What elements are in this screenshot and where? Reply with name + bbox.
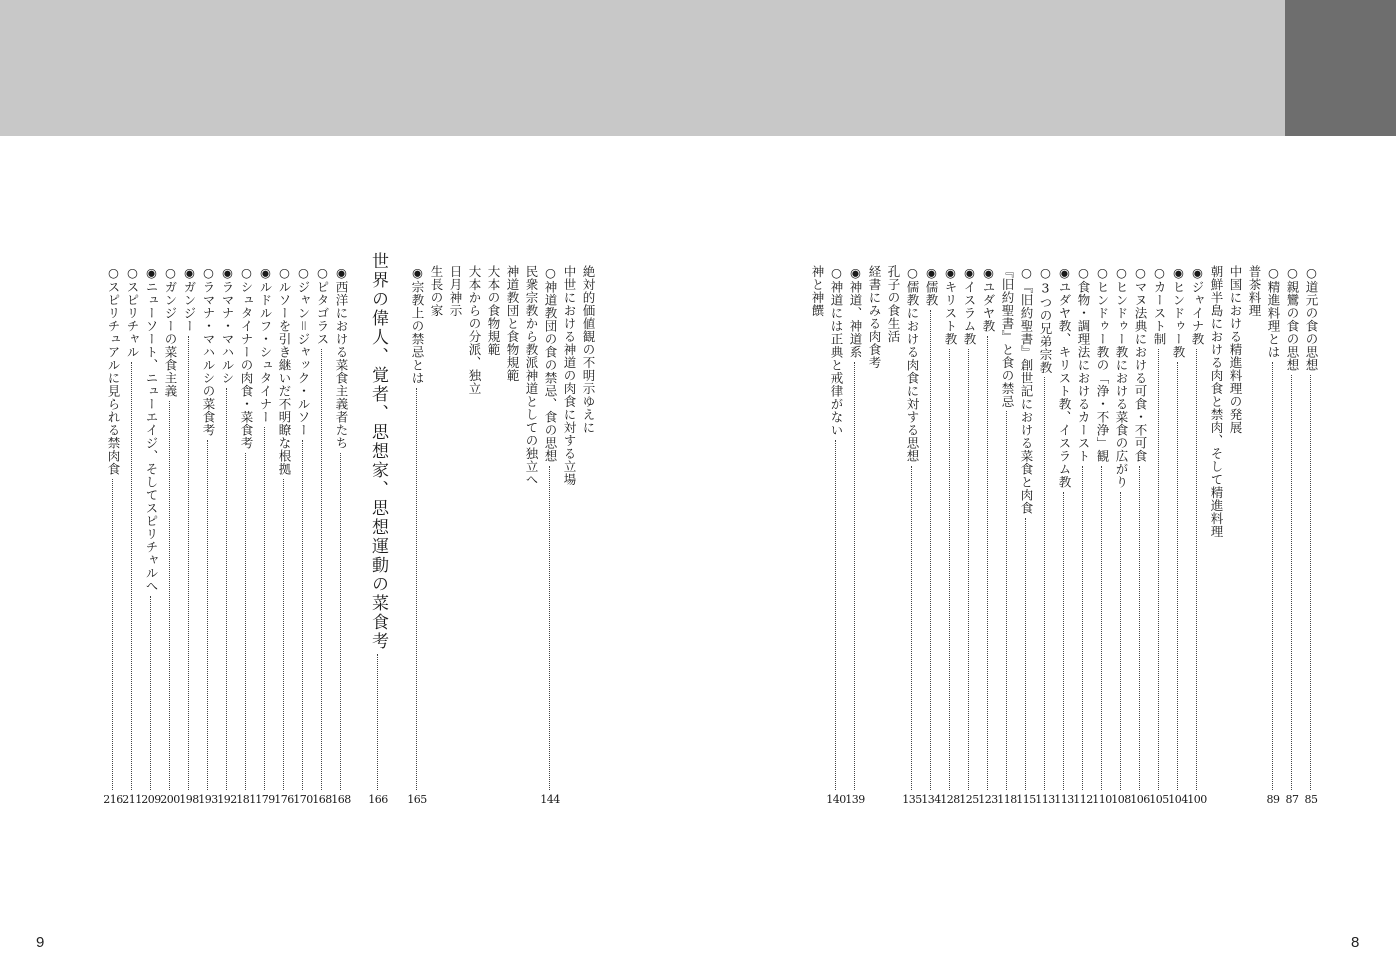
toc-entry [1092, 265, 1112, 807]
dot-leader [188, 336, 189, 791]
toc-entry-title: ○食物・調理法におけるカースト [1076, 265, 1091, 463]
dot-leader [1139, 466, 1140, 791]
dot-leader [1177, 362, 1178, 791]
toc-page-number: 170 [293, 793, 313, 806]
toc-entry-title: ○ヒンドゥー教における菜食の広がり [1114, 265, 1129, 489]
toc-entry-title: 孔子の食生活 [886, 265, 901, 343]
toc-page-number: 112 [1073, 793, 1093, 806]
toc-entry [464, 265, 484, 807]
toc-entry [1244, 265, 1264, 807]
toc-entry [521, 265, 541, 807]
toc-entry [255, 265, 275, 807]
toc-page-number: 168 [312, 793, 332, 806]
toc-entry [978, 265, 998, 807]
toc-page-number: 140 [826, 793, 846, 806]
toc-entry [1187, 265, 1207, 807]
toc-page-number: 176 [274, 793, 294, 806]
toc-entry-title: 中世における神道の肉食に対する立場 [562, 265, 577, 486]
toc-page-number: 100 [1187, 793, 1207, 806]
toc-entry-title: ○『旧約聖書』創世記における菜食と肉食 [1019, 265, 1034, 515]
toc-entry-title: 大本からの分派、独立 [467, 265, 482, 395]
toc-entry-title: ◉神道、神道系 [848, 265, 863, 359]
toc-entry-title: ○カースト制 [1152, 265, 1167, 346]
toc-page-number: 113 [1035, 793, 1055, 806]
toc-page-number: 166 [368, 793, 388, 806]
toc-page-number: 123 [978, 793, 998, 806]
toc-page-number: 113 [1054, 793, 1074, 806]
toc-entry-title: ○ガンジーの菜食主義 [163, 265, 178, 398]
toc-page-number: 139 [845, 793, 865, 806]
page-number-right: 8 [1351, 934, 1360, 951]
toc-entry-title: ◉ガンジー [182, 265, 197, 333]
toc-entry-title: 絶対的価値観の不明示ゆえに [581, 265, 596, 434]
toc-page-number: 193 [198, 793, 218, 806]
toc-entry [1035, 265, 1055, 807]
toc-page-number: 118 [997, 793, 1017, 806]
toc-page-number: 211 [122, 793, 142, 806]
dot-leader [1082, 466, 1083, 791]
dot-leader [416, 388, 417, 791]
toc-entry [179, 265, 199, 807]
toc-entry [845, 265, 865, 807]
toc-entry [1206, 265, 1226, 807]
toc-entry [940, 265, 960, 807]
toc-entry-title: ◉ユダヤ教 [981, 265, 996, 333]
dot-leader [264, 427, 265, 791]
toc-entry-title: 日月神示 [448, 265, 463, 317]
toc-entry-title: 生長の家 [429, 265, 444, 317]
toc-page-number: 104 [1168, 793, 1188, 806]
dot-leader [1291, 375, 1292, 791]
toc-entry-title: 民衆宗教から教派神道としての独立へ [524, 265, 539, 486]
dot-leader [854, 362, 855, 791]
page-number-left: 9 [36, 934, 45, 951]
toc-entry [502, 265, 522, 807]
dot-leader [283, 479, 284, 791]
dot-leader [1006, 411, 1007, 790]
toc-entry-title: ○神道には正典と戒律がない [829, 265, 844, 437]
toc-entry-title: ○ヒンドゥー教の「浄・不浄」観 [1095, 265, 1110, 463]
dot-leader [1101, 466, 1102, 791]
toc-entry-title: ◉ラマナ・マハルシ [220, 265, 235, 385]
toc-entry-title: ○シュタイナーの肉食・菜食考 [239, 265, 254, 450]
dot-leader [1025, 518, 1026, 791]
toc-entry-title: ○道元の食の思想 [1304, 265, 1319, 372]
dot-leader [1196, 349, 1197, 791]
toc-entry-title: 神道教団と食物規範 [505, 265, 520, 382]
toc-entry [483, 265, 503, 807]
toc-page-number: 125 [959, 793, 979, 806]
toc-entry [540, 265, 560, 807]
toc-entry-title: ○3つの兄弟宗教 [1038, 265, 1053, 374]
dot-leader [226, 388, 227, 791]
toc-page-number: 110 [1092, 793, 1112, 806]
toc-entry [578, 265, 598, 807]
toc-page-number: 85 [1304, 793, 1318, 806]
dot-leader [911, 466, 912, 791]
toc-page-number: 165 [407, 793, 427, 806]
toc-entry-title: ○ピタゴラス [315, 265, 330, 346]
toc-page-number: 181 [236, 793, 256, 806]
toc-page-number: 179 [255, 793, 275, 806]
toc-page-number: 128 [940, 793, 960, 806]
dot-leader [1272, 362, 1273, 791]
toc-entry-title: ○マヌ法典における可食・不可食 [1133, 265, 1148, 463]
dot-leader [1063, 492, 1064, 791]
toc-page-number: 87 [1285, 793, 1299, 806]
toc-entry-title: ○儒教における肉食に対する思想 [905, 265, 920, 463]
dot-leader [245, 453, 246, 791]
toc-entry-title: ◉ジャイナ教 [1190, 265, 1205, 346]
dot-leader [321, 349, 322, 791]
toc-entry-title: ○ジャン＝ジャック・ルソー [296, 265, 311, 437]
dot-leader [1120, 492, 1121, 791]
toc-entry [997, 265, 1017, 807]
dot-leader [377, 654, 378, 790]
toc-entry [160, 265, 180, 807]
dot-leader [1310, 375, 1311, 791]
toc-entry [1263, 265, 1283, 807]
toc-page-number: 89 [1266, 793, 1280, 806]
dot-leader [835, 440, 836, 791]
toc-entry [217, 265, 237, 807]
toc-entry [445, 265, 465, 807]
dot-leader [1044, 377, 1045, 790]
toc-entry-title: ○ルソーを引き継いだ不明瞭な根拠 [277, 265, 292, 476]
toc-entry [312, 265, 332, 807]
toc-entry [236, 265, 256, 807]
dot-leader [968, 349, 969, 791]
toc-entry-title: ○親鸞の食の思想 [1285, 265, 1300, 372]
toc-entry [1149, 265, 1169, 807]
toc-entry [331, 265, 351, 807]
toc-page-number: 192 [217, 793, 237, 806]
toc-entry-title: ◉西洋における菜食主義者たち [334, 265, 349, 450]
toc-entry [559, 265, 579, 807]
toc-entry [141, 265, 161, 807]
dot-leader [131, 362, 132, 791]
toc-entry [198, 265, 218, 807]
toc-entry [807, 265, 827, 807]
toc-entry-title: ○スピリチュアルに見られる禁肉食 [106, 265, 121, 476]
toc-entry [864, 265, 884, 807]
toc-entry-title: ◉ニューソート、ニューエイジ、そしてスピリチャルへ [144, 265, 159, 593]
toc-entry [1073, 265, 1093, 807]
toc-entry [426, 265, 446, 807]
dot-leader [549, 466, 550, 791]
toc-entry-title: ○神道教団の食の禁忌、食の思想 [543, 265, 558, 463]
toc-entry-title: ○精進料理とは [1266, 265, 1281, 359]
dot-leader [930, 310, 931, 791]
toc-entry [103, 265, 123, 807]
dot-leader [302, 440, 303, 791]
toc-page-number: 216 [103, 793, 123, 806]
toc-entry [902, 265, 922, 807]
toc-entry-title: ○ラマナ・マハルシの菜食考 [201, 265, 216, 437]
toc-entry [1054, 265, 1074, 807]
toc-entry-title: 神と神饌 [810, 265, 825, 317]
dot-leader [207, 440, 208, 791]
toc-entry [959, 265, 979, 807]
dot-leader [1158, 349, 1159, 791]
toc-page-number: 135 [902, 793, 922, 806]
toc-page-number: 198 [179, 793, 199, 806]
toc-page-number: 106 [1130, 793, 1150, 806]
toc-entry-title: 経書にみる肉食考 [867, 265, 882, 369]
toc-entry-title: ◉イスラム教 [962, 265, 977, 346]
toc-page-number: 105 [1149, 793, 1169, 806]
toc-entry [1225, 265, 1245, 807]
toc-entry [1111, 265, 1131, 807]
toc-entry [1168, 265, 1188, 807]
toc-entry [122, 265, 142, 807]
toc-page-number: 144 [540, 793, 560, 806]
dot-leader [169, 401, 170, 791]
dot-leader [949, 349, 950, 791]
toc-entry [407, 265, 427, 807]
dot-leader [150, 596, 151, 791]
toc-entry [274, 265, 294, 807]
toc-entry-title: 朝鮮半島における肉食と禁肉、そして精進料理 [1209, 265, 1224, 538]
dot-leader [340, 453, 341, 791]
toc-entry-title: 『旧約聖書』と食の禁忌 [1000, 265, 1015, 408]
dot-leader [987, 336, 988, 791]
toc-entry-title: 普茶料理 [1247, 265, 1262, 317]
dot-leader [112, 479, 113, 791]
toc-page-number: 168 [331, 793, 351, 806]
toc-entry-title: 世界の偉人、覚者、思想家、思想運動の菜食考 [368, 252, 388, 651]
toc-entry [1016, 265, 1036, 807]
toc-entry-title: ◉儒教 [924, 265, 939, 307]
toc-entry [1130, 265, 1150, 807]
toc-entry [293, 265, 313, 807]
toc-entry-title: ◉ヒンドゥー教 [1171, 265, 1186, 359]
toc-entry-title: ◉宗教上の禁忌とは [410, 265, 425, 385]
toc-entry-title: 大本の食物規範 [486, 265, 501, 356]
toc-entry [883, 265, 903, 807]
toc-page-number: 108 [1111, 793, 1131, 806]
toc-entry-title: ◉ルドルフ・シュタイナー [258, 265, 273, 424]
toc-page-number: 200 [160, 793, 180, 806]
toc-entry [1282, 265, 1302, 807]
toc-entry-title: ◉ユダヤ教、キリスト教、イスラム教 [1057, 265, 1072, 489]
toc-entry [1301, 265, 1321, 807]
toc-entry-title: 中国における精進料理の発展 [1228, 265, 1243, 434]
toc-entry-title: ◉キリスト教 [943, 265, 958, 346]
toc-page-number: 209 [141, 793, 161, 806]
toc-entry [368, 252, 388, 807]
toc-page-number: 115 [1016, 793, 1036, 806]
toc-page-number: 134 [921, 793, 941, 806]
toc-entry-title: ○スピリチャル [125, 265, 140, 359]
toc-entry [826, 265, 846, 807]
toc-entry [921, 265, 941, 807]
